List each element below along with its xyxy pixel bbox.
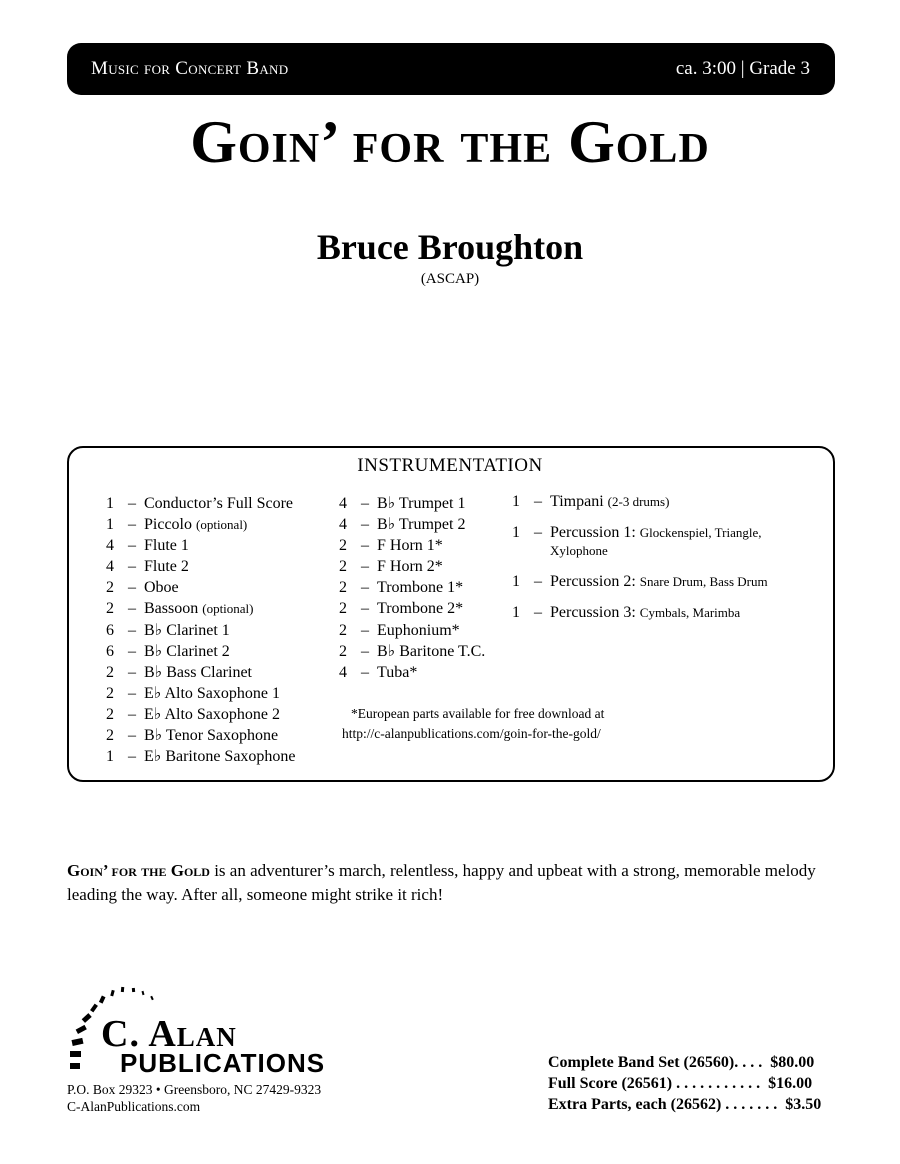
- instrument-row: [106, 535, 296, 556]
- price-extra-parts: Extra Parts, each (26562) . . . . . . . $3.50: [548, 1096, 822, 1113]
- instrument-dash: –: [128, 705, 136, 723]
- instrument-note: Glockenspiel, Triangle, Xylophone: [550, 525, 762, 558]
- instrument-row: [106, 704, 296, 725]
- publisher-name: C. Alan: [101, 1013, 237, 1055]
- instrument-quantity: 2: [339, 579, 347, 597]
- publisher-website[interactable]: C-AlanPublications.com: [67, 1099, 201, 1114]
- description-text: is an adventurer’s march, relentless, happy and upbeat with a strong, memorable melody leading the way. After all, someone might strike it rich!: [67, 861, 816, 904]
- instrument-dash: –: [128, 516, 136, 534]
- instrument-quantity: 6: [106, 642, 114, 660]
- instrument-dash: –: [361, 516, 369, 534]
- instrument-name: Trombone 1*: [377, 579, 464, 597]
- instrument-name: E♭ Alto Saxophone 2: [144, 705, 280, 723]
- instrument-entry: [144, 493, 293, 514]
- instrument-dash: –: [361, 600, 369, 618]
- instrument-name: Trombone 2*: [377, 600, 464, 618]
- instrument-note: (optional): [202, 601, 254, 617]
- instrument-dash: –: [128, 748, 136, 766]
- instrument-entry: [144, 683, 280, 704]
- pricing-list: [548, 1052, 821, 1115]
- instrument-name: E♭ Baritone Saxophone: [144, 748, 296, 766]
- duration-grade: ca. 3:00 | Grade 3: [675, 58, 810, 79]
- publisher-address-block: [67, 1081, 321, 1115]
- instrumentation-heading: INSTRUMENTATION: [357, 455, 543, 476]
- instrument-quantity: 4: [106, 558, 114, 576]
- instrument-quantity: 1: [106, 748, 114, 766]
- instrument-dash: –: [128, 727, 136, 745]
- price-complete-band-set: Complete Band Set (26560). . . . $80.00: [548, 1054, 815, 1071]
- instrument-name: Percussion 3:: [550, 604, 636, 621]
- instrument-quantity: 4: [339, 663, 347, 681]
- instrument-row: [106, 725, 296, 746]
- instrument-name: Percussion 1:: [550, 524, 636, 541]
- publisher-sub: PUBLICATIONS: [120, 1048, 326, 1078]
- instrument-row: [106, 662, 296, 683]
- download-link[interactable]: http://c-alanpublications.com/goin-for-the-gold/: [342, 726, 601, 741]
- instrument-row: [106, 556, 296, 577]
- instrument-dash: –: [534, 493, 542, 510]
- instrument-row: [339, 577, 485, 598]
- instrument-quantity: 2: [339, 621, 347, 639]
- instrument-column-2: [339, 493, 485, 683]
- instrument-entry: [377, 598, 463, 619]
- instrument-row: [339, 620, 485, 641]
- instrument-entry: [377, 620, 460, 641]
- instrument-entry: [144, 598, 254, 619]
- instrument-entry: [144, 641, 230, 662]
- instrument-note: Cymbals, Marimba: [639, 605, 741, 620]
- instrument-quantity: 1: [512, 493, 520, 510]
- instrument-entry: [144, 535, 189, 556]
- composer-affiliation: (ASCAP): [420, 271, 480, 287]
- instrument-dash: –: [128, 642, 136, 660]
- instrument-quantity: 6: [106, 621, 114, 639]
- instrument-name: B♭ Trumpet 2: [377, 516, 466, 534]
- instrument-note: (optional): [196, 517, 248, 533]
- instrument-dash: –: [534, 573, 542, 590]
- instrument-name: Flute 1: [144, 537, 189, 555]
- instrument-dash: –: [534, 524, 542, 541]
- instrument-entry: [144, 577, 179, 598]
- instrument-entry: [550, 604, 805, 622]
- instrument-row: [106, 641, 296, 662]
- instrument-row: [512, 573, 805, 591]
- instrument-dash: –: [128, 600, 136, 618]
- instrument-entry: [144, 662, 252, 683]
- instrument-quantity: 2: [106, 727, 114, 745]
- instrument-entry: [144, 620, 230, 641]
- description: [67, 859, 837, 907]
- instrument-dash: –: [534, 604, 542, 621]
- instrument-entry: [144, 725, 278, 746]
- instrument-dash: –: [361, 621, 369, 639]
- instrument-entry: [377, 514, 465, 535]
- instrument-dash: –: [128, 558, 136, 576]
- instrument-dash: –: [361, 537, 369, 555]
- instrument-quantity: 4: [339, 516, 347, 534]
- instrument-entry: [144, 704, 280, 725]
- instrument-name: B♭ Tenor Saxophone: [144, 727, 279, 745]
- instrument-entry: [377, 556, 443, 577]
- instrument-row: [106, 598, 296, 619]
- instrument-name: Piccolo: [144, 516, 192, 534]
- instrument-quantity: 1: [106, 495, 114, 512]
- instrument-name: B♭ Baritone T.C.: [377, 642, 486, 660]
- instrument-entry: [377, 641, 485, 662]
- instrument-name: Tuba*: [377, 663, 418, 681]
- instrument-column-3: [512, 493, 805, 622]
- instrument-dash: –: [361, 642, 369, 660]
- instrument-row: [106, 683, 296, 704]
- instrument-dash: –: [361, 579, 369, 597]
- instrument-quantity: 4: [106, 537, 114, 555]
- series-label: Music for Concert Band: [91, 58, 289, 79]
- instrument-entry: [550, 573, 805, 591]
- instrument-name: Conductor’s Full Score: [144, 495, 294, 512]
- instrument-dash: –: [361, 663, 369, 681]
- instrument-note: Snare Drum, Bass Drum: [639, 574, 768, 589]
- instrument-quantity: 1: [512, 573, 520, 590]
- instrument-entry: [377, 577, 463, 598]
- instrument-quantity: 2: [106, 579, 114, 597]
- instrument-quantity: 2: [106, 705, 114, 723]
- instrument-quantity: 2: [106, 663, 114, 681]
- header-bar: [67, 43, 835, 95]
- instrument-dash: –: [128, 663, 136, 681]
- instrument-entry: [550, 493, 805, 511]
- instrument-dash: –: [128, 579, 136, 597]
- instrument-quantity: 1: [512, 604, 520, 621]
- instrument-name: Bassoon: [144, 600, 199, 618]
- instrument-row: [339, 535, 485, 556]
- instrument-name: B♭ Trumpet 1: [377, 495, 466, 512]
- publisher-address: P.O. Box 29323 • Greensboro, NC 27429-9323: [67, 1082, 322, 1097]
- instrument-quantity: 2: [339, 600, 347, 618]
- instrument-quantity: 2: [339, 537, 347, 555]
- instrument-quantity: 2: [339, 558, 347, 576]
- price-full-score: Full Score (26561) . . . . . . . . . . . $16.00: [548, 1075, 813, 1092]
- instrument-row: [106, 577, 296, 598]
- instrument-row: [512, 493, 805, 511]
- instrument-name: Euphonium*: [377, 621, 460, 639]
- instrument-name: Timpani: [550, 493, 604, 510]
- instrument-dash: –: [361, 495, 369, 512]
- instrument-dash: –: [128, 621, 136, 639]
- instrument-name: Percussion 2:: [550, 573, 636, 590]
- instrument-row: [339, 556, 485, 577]
- instrument-dash: –: [128, 684, 136, 702]
- instrument-name: B♭ Clarinet 1: [144, 621, 230, 639]
- instrument-dash: –: [128, 495, 136, 512]
- instrument-row: [339, 493, 485, 514]
- instrument-row: [106, 746, 296, 767]
- instrument-entry: [377, 662, 417, 683]
- instrument-quantity: 4: [339, 495, 347, 512]
- instrument-entry: [144, 556, 189, 577]
- instrument-row: [106, 620, 296, 641]
- instrument-name: F Horn 2*: [377, 558, 443, 576]
- note-line-1: *European parts available for free download at: [351, 706, 605, 721]
- instrument-entry: [377, 493, 465, 514]
- instrument-quantity: 2: [106, 684, 114, 702]
- instrument-row: [512, 524, 805, 560]
- piece-title: Goin’ for the Gold: [190, 109, 710, 175]
- instrument-name: F Horn 1*: [377, 537, 443, 555]
- instrument-entry: [144, 514, 247, 535]
- instrument-note: (2-3 drums): [607, 494, 670, 509]
- instrument-row: [106, 493, 296, 514]
- instrument-row: [339, 514, 485, 535]
- instrument-dash: –: [361, 558, 369, 576]
- instrument-dash: –: [128, 537, 136, 555]
- instrument-name: Oboe: [144, 579, 179, 597]
- instrument-name: E♭ Alto Saxophone 1: [144, 684, 280, 702]
- instrument-row: [339, 662, 485, 683]
- instrument-row: [339, 641, 485, 662]
- instrument-quantity: 1: [106, 516, 114, 534]
- instrument-name: B♭ Clarinet 2: [144, 642, 230, 660]
- instrument-quantity: 2: [339, 642, 347, 660]
- instrument-entry: [550, 524, 805, 560]
- instrument-quantity: 2: [106, 600, 114, 618]
- description-title: Goin’ for the Gold: [67, 861, 210, 880]
- instrument-entry: [377, 535, 443, 556]
- instrument-quantity: 1: [512, 524, 520, 541]
- instrument-row: [512, 604, 805, 622]
- instrument-entry: [144, 746, 296, 767]
- instrument-row: [339, 598, 485, 619]
- instrument-name: B♭ Bass Clarinet: [144, 663, 252, 681]
- instrument-column-1: [106, 493, 296, 767]
- european-parts-note: [342, 704, 604, 744]
- instrument-row: [106, 514, 296, 535]
- instrument-name: Flute 2: [144, 558, 189, 576]
- composer-name: Bruce Broughton: [316, 227, 584, 267]
